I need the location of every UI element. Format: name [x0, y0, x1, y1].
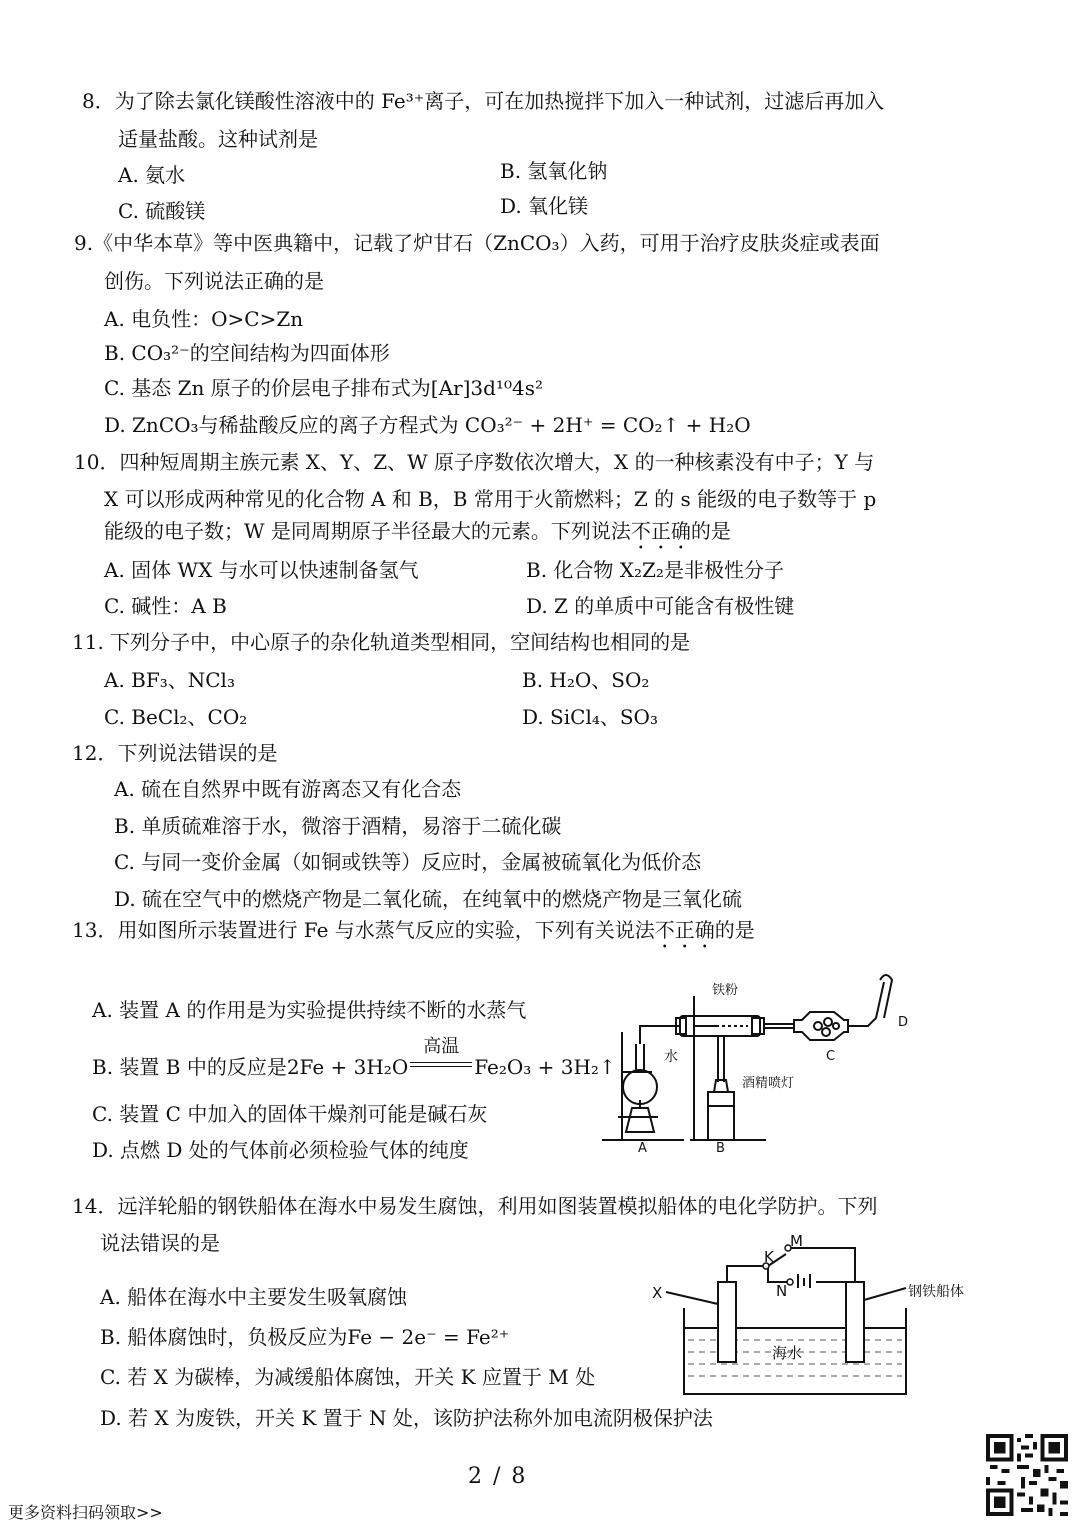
q12-option-c: C. 与同一变价金属（如铜或铁等）反应时，金属被硫氧化为低价态 [114, 850, 702, 874]
q11-option-c: C. BeCl₂、CO₂ [104, 705, 248, 729]
q10-stem-line1: 10．四种短周期主族元素 X、Y、Z、W 原子序数依次增大，X 的一种核素没有中子；Y 与 [74, 450, 875, 474]
q13-equals-sign [410, 1062, 472, 1067]
label-c: C [826, 1049, 836, 1064]
q14-stem-line2: 说法错误的是 [100, 1231, 220, 1255]
qr-code-icon[interactable] [986, 1434, 1068, 1516]
label-steel-hull: 钢铁船体 [908, 1284, 964, 1300]
q11-option-b: B. H₂O、SO₂ [522, 668, 650, 692]
q13-emphasis: 不正确 [654, 918, 715, 942]
q12-option-d: D. 硫在空气中的燃烧产物是二氧化硫，在纯氧中的燃烧产物是三氧化硫 [114, 887, 743, 911]
blast-lamp [708, 1092, 734, 1140]
label-k: K [764, 1248, 774, 1266]
q13-option-b-lhs: B. 装置 B 中的反应是2Fe + 3H₂O [92, 1055, 409, 1079]
q14-protection-figure [648, 1230, 978, 1400]
q9-stem-line2: 创伤。下列说法正确的是 [104, 269, 324, 293]
q8-stem-line2: 适量盐酸。这种试剂是 [118, 127, 318, 151]
q12-option-b: B. 单质硫难溶于水，微溶于酒精，易溶于二硫化碳 [114, 814, 562, 838]
q14-stem-line1: 14．远洋轮船的钢铁船体在海水中易发生腐蚀，利用如图装置模拟船体的电化学防护。下列 [72, 1194, 878, 1218]
q11-stem: 11. 下列分子中，中心原子的杂化轨道类型相同，空间结构也相同的是 [72, 630, 691, 654]
electrode-x [718, 1282, 736, 1362]
q10-option-b: B. 化合物 X₂Z₂是非极性分子 [526, 558, 784, 582]
q13-condition: 高温 [423, 1036, 460, 1057]
q10-stem-line3-start: 能级的电子数；W 是同周期原子半径最大的元素。下列说法 [104, 519, 631, 543]
q14-option-b: B. 船体腐蚀时，负极反应为Fe − 2e⁻ = Fe²⁺ [100, 1325, 510, 1349]
q8-option-b: B. 氢氧化钠 [500, 159, 608, 183]
q10-option-d: D. Z 的单质中可能含有极性键 [526, 594, 795, 618]
q13-option-b-rhs: Fe₂O₃ + 3H₂↑ [474, 1055, 616, 1079]
q12-option-a: A. 硫在自然界中既有游离态又有化合态 [114, 777, 462, 801]
page-number: 2 / 8 [468, 1464, 528, 1489]
label-water: 水 [664, 1049, 678, 1065]
q14-option-c: C. 若 X 为碳棒，为减缓船体腐蚀，开关 K 应置于 M 处 [100, 1365, 596, 1389]
q11-option-a: A. BF₃、NCl₃ [104, 668, 235, 692]
q13-option-d: D. 点燃 D 处的气体前必须检验气体的纯度 [92, 1138, 469, 1162]
label-lamp: 酒精喷灯 [742, 1076, 795, 1091]
label-iron-powder: 铁粉 [712, 983, 739, 998]
q10-option-c: C. 碱性：A B [104, 594, 227, 618]
q11-option-d: D. SiCl₄、SO₃ [522, 705, 658, 729]
q13-reaction-arrow [410, 1036, 472, 1080]
q8-stem-line1: 8．为了除去氯化镁酸性溶液中的 Fe³⁺离子，可在加热搅拌下加入一种试剂，过滤后再加入 [82, 89, 885, 113]
q10-option-a: A. 固体 WX 与水可以快速制备氢气 [104, 558, 419, 582]
q13-stem-end: 的是 [714, 918, 755, 942]
q10-stem-line3 [104, 518, 731, 554]
q8-option-a: A. 氨水 [118, 163, 186, 187]
q13-option-b [92, 1036, 616, 1080]
label-b: B [716, 1141, 725, 1154]
q9-option-b: B. CO₃²⁻的空间结构为四面体形 [104, 341, 390, 365]
footer-scan-text[interactable]: 更多资料扫码领取>> [8, 1503, 163, 1522]
label-m: M [790, 1232, 803, 1250]
outlet-tube-d [848, 982, 884, 1026]
q9-option-d: D. ZnCO₃与稀盐酸反应的离子方程式为 CO₃²⁻ + 2H⁺ = CO₂↑ + H₂O [104, 413, 751, 437]
q9-stem-line1: 9.《中华本草》等中医典籍中，记载了炉甘石（ZnCO₃）入药，可用于治疗皮肤炎症或表面 [74, 231, 880, 255]
alcohol-lamp-a [626, 1108, 654, 1132]
q13-apparatus-figure [598, 972, 918, 1154]
q9-option-a: A. 电负性：O>C>Zn [104, 307, 304, 331]
q10-stem-line3-end: 的是 [690, 519, 731, 543]
q12-stem: 12．下列说法错误的是 [72, 741, 278, 765]
label-seawater: 海水 [772, 1344, 803, 1362]
label-a: A [638, 1141, 647, 1154]
electrode-hull [846, 1282, 864, 1362]
q10-emphasis: 不正确 [630, 519, 691, 543]
q13-stem [72, 917, 755, 953]
label-n: N [776, 1282, 788, 1300]
q13-stem-start: 13．用如图所示装置进行 Fe 与水蒸气反应的实验，下列有关说法 [72, 918, 655, 942]
q8-option-d: D. 氧化镁 [500, 194, 589, 218]
flask-a [623, 1070, 657, 1104]
q13-option-a: A. 装置 A 的作用是为实验提供持续不断的水蒸气 [92, 998, 527, 1022]
q9-option-c: C. 基态 Zn 原子的价层电子排布式为[Ar]3d¹⁰4s² [104, 376, 543, 400]
stopper-right [752, 1018, 764, 1034]
q10-stem-line2: X 可以形成两种常见的化合物 A 和 B，B 常用于火箭燃料；Z 的 s 能级的电子数等于 p [104, 487, 877, 511]
q14-option-a: A. 船体在海水中主要发生吸氧腐蚀 [100, 1285, 408, 1309]
label-d: D [898, 1015, 909, 1030]
q14-option-d: D. 若 X 为废铁，开关 K 置于 N 处，该防护法称外加电流阴极保护法 [100, 1406, 713, 1430]
label-x: X [652, 1284, 663, 1302]
q13-option-c: C. 装置 C 中加入的固体干燥剂可能是碱石灰 [92, 1102, 488, 1126]
q8-option-c: C. 硫酸镁 [118, 199, 206, 223]
